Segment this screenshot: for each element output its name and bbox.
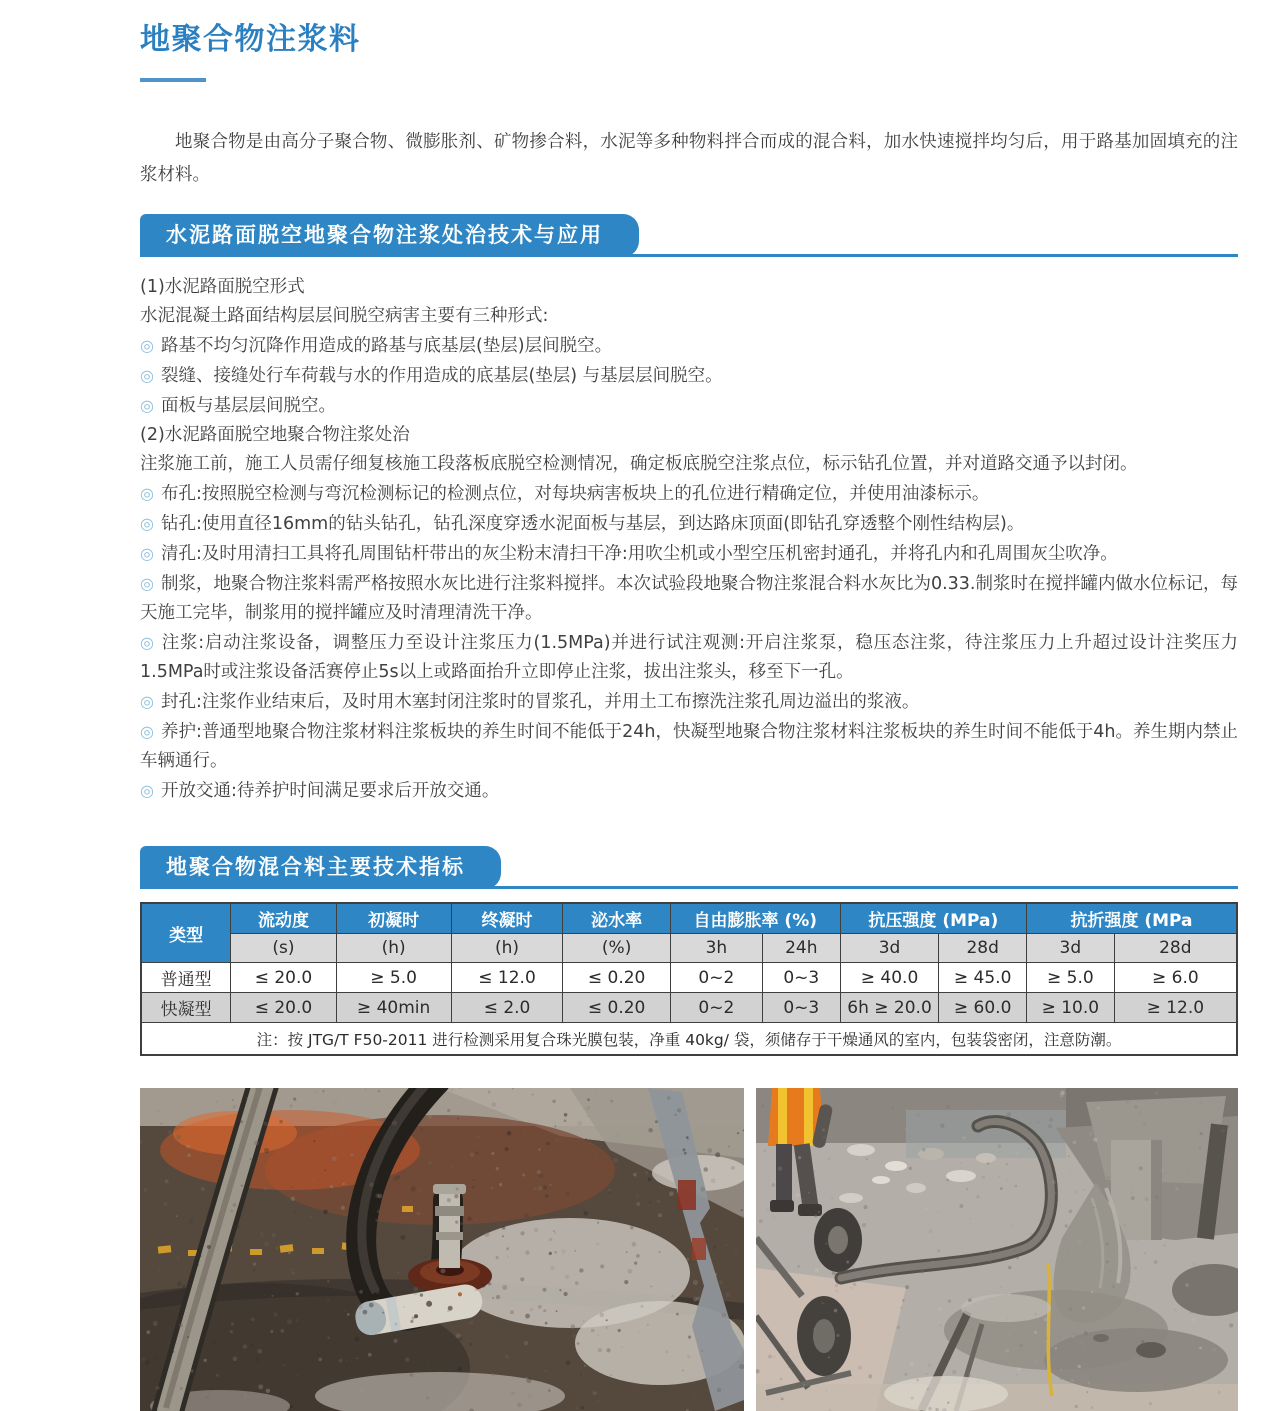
table-row: [141, 993, 1237, 1023]
ring-bullet-icon: ◎: [140, 514, 154, 533]
bullet-text: 开放交通:待养护时间满足要求后开放交通。: [161, 781, 499, 801]
sub-header: 28d: [1114, 934, 1237, 963]
sub-header: (s): [231, 934, 336, 963]
table-cell: 0~3: [762, 963, 840, 993]
table-cell: ≤ 0.20: [563, 993, 670, 1023]
col-header: 终凝时: [451, 903, 563, 934]
table-cell: 6h ≥ 20.0: [840, 993, 939, 1023]
bullet-item: [140, 628, 1238, 687]
bullet-text: 清孔:及时用清扫工具将孔周围钻杆带出的灰尘粉末清扫干净:用吹尘机或小型空压机密封通孔，并将孔内和孔周围灰尘吹净。: [161, 544, 1118, 564]
sub-header: 3h: [670, 934, 762, 963]
ring-bullet-icon: ◎: [140, 544, 154, 563]
bullet-item: [140, 539, 1238, 569]
table-cell: ≤ 12.0: [451, 963, 563, 993]
table-cell: ≥ 40.0: [840, 963, 939, 993]
photo-strip: [140, 1088, 1238, 1411]
ring-bullet-icon: ◎: [140, 692, 154, 711]
photo-grouting-worksite: [756, 1088, 1238, 1411]
col-header: 泌水率: [563, 903, 670, 934]
table-cell: ≥ 60.0: [939, 993, 1027, 1023]
table-cell: 0~3: [762, 993, 840, 1023]
table-note-row: [141, 1023, 1237, 1056]
col-header-group: 抗压强度 (MPa): [840, 903, 1026, 934]
ring-bullet-icon: ◎: [140, 366, 154, 385]
table-header-row: [141, 903, 1237, 934]
table-cell: ≥ 6.0: [1114, 963, 1237, 993]
bullet-item: [140, 391, 1238, 421]
bullet-text: 布孔:按照脱空检测与弯沉检测标记的检测点位，对每块病害板块上的孔位进行精确定位，并使用油漆标示。: [161, 484, 989, 504]
ring-bullet-icon: ◎: [140, 484, 154, 503]
paragraph: 水泥混凝土路面结构层层间脱空病害主要有三种形式:: [140, 302, 1238, 331]
sub-header: (h): [336, 934, 451, 963]
table-cell: ≥ 12.0: [1114, 993, 1237, 1023]
bullet-item: [140, 717, 1238, 776]
photo-grouting-hole: [140, 1088, 744, 1411]
ring-bullet-icon: ◎: [140, 781, 154, 800]
bullet-text: 路基不均匀沉降作用造成的路基与底基层(垫层)层间脱空。: [161, 336, 612, 356]
col-header-group: 抗折强度 (MPa: [1027, 903, 1238, 934]
col-header: 流动度: [231, 903, 336, 934]
table-cell: ≤ 2.0: [451, 993, 563, 1023]
paragraph: (2)水泥路面脱空地聚合物注浆处治: [140, 421, 1238, 450]
section2-banner-row: [140, 846, 1238, 889]
bullet-item: [140, 331, 1238, 361]
bullet-item: [140, 569, 1238, 628]
document-page: [0, 14, 1280, 1411]
table-note: 注：按 JTG/T F50-2011 进行检测采用复合珠光膜包装，净重 40kg/ 袋，须储存于干燥通风的室内，包装袋密闭，注意防潮。: [141, 1023, 1237, 1056]
table-row: [141, 963, 1237, 993]
bullet-item: [140, 479, 1238, 509]
paragraph: 注浆施工前，施工人员需仔细复核施工段落板底脱空检测情况，确定板底脱空注浆点位，标示钻孔位置，并对道路交通予以封闭。: [140, 450, 1238, 479]
bullet-item: [140, 687, 1238, 717]
table-cell: ≥ 5.0: [1027, 963, 1115, 993]
bullet-item: [140, 361, 1238, 391]
ring-bullet-icon: ◎: [140, 574, 154, 593]
bullet-text: 裂缝、接缝处行车荷载与水的作用造成的底基层(垫层) 与基层层间脱空。: [161, 366, 723, 386]
sub-header: (h): [451, 934, 563, 963]
table-cell: ≥ 45.0: [939, 963, 1027, 993]
section2-heading: 地聚合物混合料主要技术指标: [140, 846, 501, 889]
section1-body: [140, 273, 1238, 806]
bullet-text: 制浆，地聚合物注浆料需严格按照水灰比进行注浆料搅拌。本次试验段地聚合物注浆混合料水灰比为0.33.制浆时在搅拌罐内做水位标记，每天施工完毕，制浆用的搅拌罐应及时清理清洗干净。: [140, 574, 1238, 623]
section1-heading: 水泥路面脱空地聚合物注浆处治技术与应用: [140, 214, 639, 257]
table-cell: ≥ 40min: [336, 993, 451, 1023]
sub-header: 24h: [762, 934, 840, 963]
col-header: 初凝时: [336, 903, 451, 934]
table-cell: ≤ 0.20: [563, 963, 670, 993]
paragraph: (1)水泥路面脱空形式: [140, 273, 1238, 302]
bullet-item: [140, 509, 1238, 539]
bullet-text: 封孔:注浆作业结束后，及时用木塞封闭注浆时的冒浆孔，并用土工布擦洗注浆孔周边溢出的浆液。: [161, 692, 919, 712]
intro-paragraph: 地聚合物是由高分子聚合物、微膨胀剂、矿物掺合料，水泥等多种物料拌合而成的混合料，加水快速搅拌均匀后，用于路基加固填充的注浆材料。: [140, 126, 1238, 192]
table-cell: ≤ 20.0: [231, 963, 336, 993]
table-subheader-row: [141, 934, 1237, 963]
table-cell: 0~2: [670, 993, 762, 1023]
ring-bullet-icon: ◎: [140, 722, 154, 741]
bullet-item: [140, 776, 1238, 806]
bullet-text: 钻孔:使用直径16mm的钻头钻孔，钻孔深度穿透水泥面板与基层，到达路床顶面(即钻孔穿透整个刚性结构层)。: [161, 514, 1024, 534]
table-cell: ≥ 10.0: [1027, 993, 1115, 1023]
page-title: 地聚合物注浆料: [140, 14, 1238, 58]
bullet-text: 面板与基层层间脱空。: [161, 396, 336, 416]
sub-header: 3d: [1027, 934, 1115, 963]
col-header-group: 自由膨胀率 (%): [670, 903, 840, 934]
section1-banner-row: [140, 214, 1238, 257]
ring-bullet-icon: ◎: [140, 336, 154, 355]
row-label: 快凝型: [141, 993, 231, 1023]
table-corner-cell: 类型: [141, 903, 231, 963]
title-underline: [140, 78, 206, 82]
spec-table: [140, 902, 1238, 1056]
bullet-text: 养护:普通型地聚合物注浆材料注浆板块的养生时间不能低于24h，快凝型地聚合物注浆材料注浆板块的养生时间不能低于4h。养生期内禁止车辆通行。: [140, 722, 1238, 771]
table-cell: 0~2: [670, 963, 762, 993]
row-label: 普通型: [141, 963, 231, 993]
ring-bullet-icon: ◎: [140, 396, 154, 415]
sub-header: 28d: [939, 934, 1027, 963]
sub-header: (%): [563, 934, 670, 963]
bullet-text: 注浆:启动注浆设备，调整压力至设计注浆压力(1.5MPa)并进行试注观测:开启注浆泵，稳压态注浆，待注浆压力上升超过设计注奖压力1.5MPa时或注浆设备活赛停止5s以上或路面抬升立即停止注浆，拔出注浆头，移至下一孔。: [140, 633, 1238, 682]
table-cell: ≤ 20.0: [231, 993, 336, 1023]
ring-bullet-icon: ◎: [140, 633, 155, 652]
sub-header: 3d: [840, 934, 939, 963]
table-cell: ≥ 5.0: [336, 963, 451, 993]
